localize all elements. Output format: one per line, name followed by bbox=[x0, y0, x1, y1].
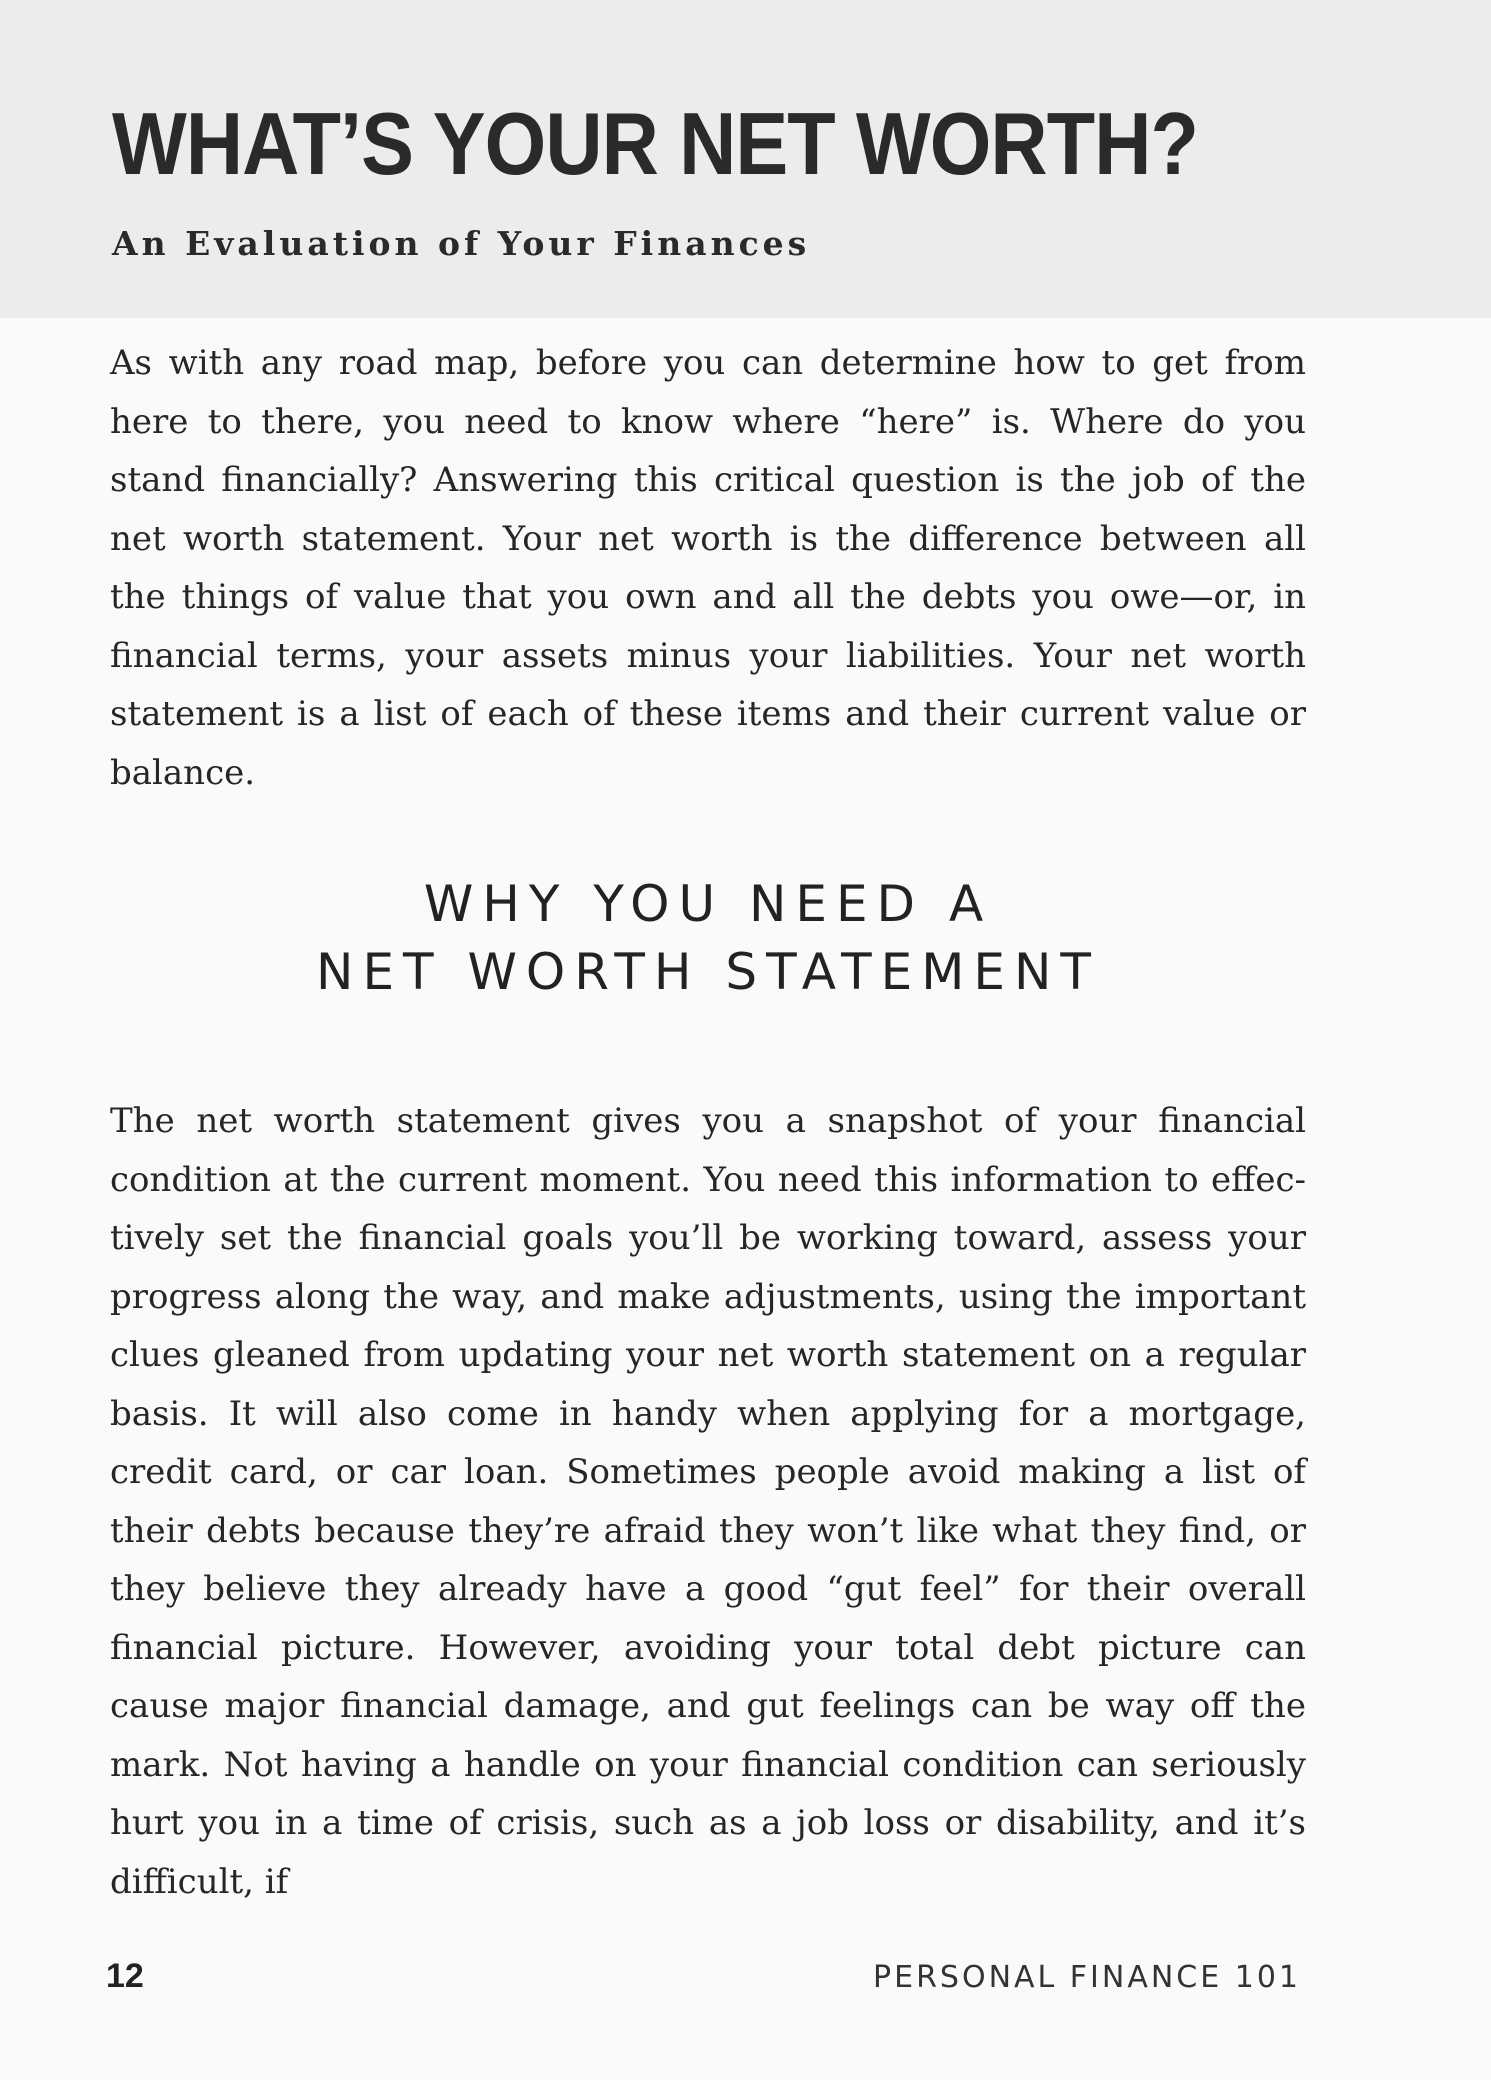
page-number: 12 bbox=[106, 1957, 144, 1995]
chapter-title: WHAT’S YOUR NET WORTH? bbox=[112, 94, 1198, 193]
section-heading bbox=[110, 872, 1306, 1004]
section-paragraph: The net worth statement gives you a snapshot of your financial condition at the current moment. You need this information to effectively set the financial goals you’ll be working toward, assess your progress along the way, and make adjustments, using the important clues gleaned from updating your net worth statement on a regular basis. It will also come in handy when applying for a mortgage, credit card, or car loan. Sometimes people avoid making a list of their debts because they’re afraid they won’t like what they find, or they believe they already have a good “gut feel” for their overall financial picture. However, avoiding your total debt picture can cause major financial damage, and gut feelings can be way off the mark. Not having a handle on your financial condition can seriously hurt you in a time of crisis, such as a job loss or disability, and it’s difficult, if bbox=[110, 1101, 1306, 1902]
section-heading-line-1: WHY YOU NEED A bbox=[423, 875, 993, 933]
section-heading-line-2: NET WORTH STATEMENT bbox=[316, 943, 1100, 1001]
intro-paragraph: As with any road map, before you can determine how to get from here to there, you need to know where “here” is. Where do you stand financially? Answering this critical question is the job of the net worth statement. Your net worth is the difference between all the things of value that you own and all the debts you owe—or, in financial terms, your assets minus your liabilities. Your net worth statement is a list of each of these items and their current value or balance. bbox=[110, 343, 1306, 793]
chapter-subtitle: An Evaluation of Your Finances bbox=[112, 224, 811, 263]
running-footer-book-title: PERSONAL FINANCE 101 bbox=[873, 1960, 1301, 1995]
